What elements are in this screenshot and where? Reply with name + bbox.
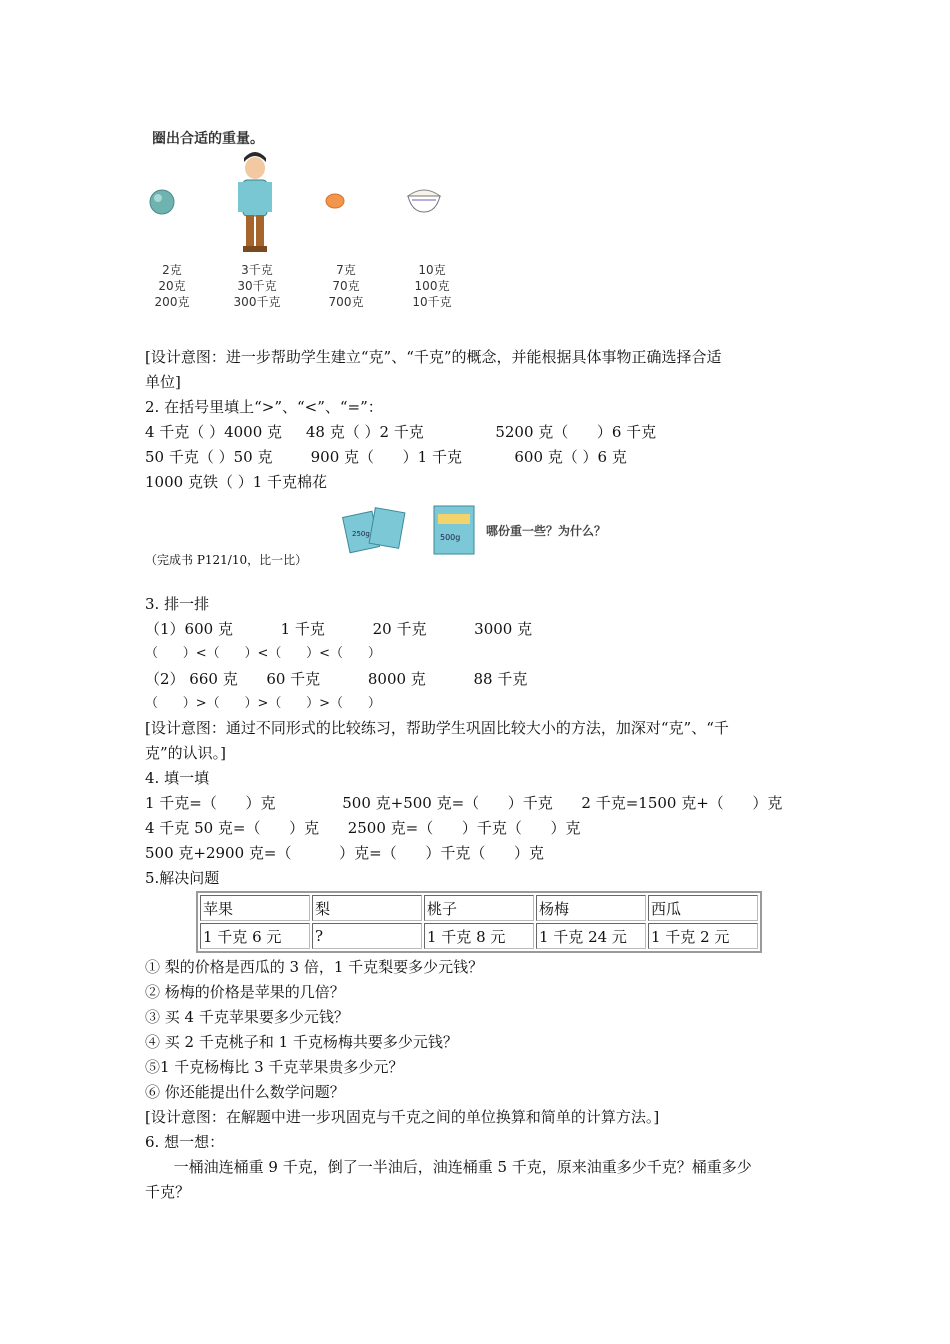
table-row [200,895,758,921]
q5-e: ⑤1 千克杨梅比 3 千克苹果贵多少元？ [145,1058,404,1076]
q2-title: 2. 在括号里填上“>”、“<”、“=”： [145,398,383,416]
option[interactable]: 7克 [336,263,356,277]
table-header-cell: 西瓜 [648,895,758,921]
table-cell: 1 千克 8 元 [424,923,534,949]
ball-icon [150,190,174,214]
table-cell: ? [312,923,422,949]
q2-row2: 50 千克（ ）50 克 900 克（ ）1 千克 600 克（ ）6 克 [145,448,627,466]
table-cell: 1 千克 24 元 [536,923,646,949]
q4-row3: 500 克+2900 克=（ ）克=（ ）千克（ ）克 [145,844,544,862]
q4-title: 4. 填一填 [145,769,210,787]
cotton-bag-icon [434,506,474,554]
feather-bag-icon [343,508,405,553]
option[interactable]: 700克 [328,295,364,309]
options-rice [406,262,458,310]
q5-c: ③ 买 4 千克苹果要多少元钱？ [145,1008,349,1026]
option[interactable]: 300千克 [233,295,281,309]
design-intent-2a: [设计意图：通过不同形式的比较练习，帮助学生巩固比较大小的方法，加深对“克”、“千 [145,719,729,737]
option[interactable]: 70克 [332,279,360,293]
option[interactable]: 30千克 [237,279,277,293]
weights-illustration [0,0,950,340]
q3-title: 3. 排一排 [145,595,210,613]
image-title: 圈出合适的重量。 [152,131,264,147]
q5-f: ⑥ 你还能提出什么数学问题？ [145,1083,345,1101]
q5-title: 5.解决问题 [145,869,220,887]
table-header-cell: 苹果 [200,895,310,921]
options-ball [150,262,194,310]
design-intent-1b: 单位] [145,373,181,391]
options-orange [324,262,368,310]
svg-text:250g: 250g [352,530,370,538]
q6-text-2: 千克？ [145,1183,191,1201]
q4-row2: 4 千克 50 克=（ ）克 2500 克=（ ）千克（ ）克 [145,819,581,837]
q3-row3: （2） 660 克 60 千克 8000 克 88 千克 [145,670,528,688]
q2-row3: 1000 克铁（ ）1 千克棉花 [145,473,328,491]
design-intent-2b: 克”的认识。] [145,744,227,762]
table-row [200,923,758,949]
q6-title: 6. 想一想： [145,1133,225,1151]
q3-row2: （ ）<（ ）<（ ）<（ ） [145,646,381,661]
bags-illustration [0,500,950,560]
fruit-price-table [196,891,762,953]
option[interactable]: 200克 [154,295,190,309]
q5-d: ④ 买 2 千克桃子和 1 千克杨梅共要多少元钱？ [145,1033,458,1051]
q6-text-1: 一桶油连桶重 9 千克，倒了一半油后，油连桶重 5 千克，原来油重多少千克？桶重多少 [145,1158,752,1176]
q2-note: （完成书 P121/10，比一比） [145,553,308,567]
q2-row1: 4 千克（ ）4000 克 48 克（ ）2 千克 5200 克（ ）6 千克 [145,423,657,441]
option[interactable]: 20克 [158,279,186,293]
option[interactable]: 2克 [162,263,182,277]
table-header-cell: 梨 [312,895,422,921]
design-intent-1a: [设计意图：进一步帮助学生建立“克”、“千克”的概念，并能根据具体事物正确选择合适 [145,348,722,366]
options-boy [229,262,285,310]
q3-row4: （ ）>（ ）>（ ）>（ ） [145,696,381,711]
option[interactable]: 3千克 [241,263,273,277]
q5-a: ① 梨的价格是西瓜的 3 倍，1 千克梨要多少元钱？ [145,958,484,976]
table-cell: 1 千克 6 元 [200,923,310,949]
bags-question: 哪份重一些？为什么？ [486,524,607,538]
option[interactable]: 100克 [414,279,450,293]
q3-row1: （1）600 克 1 千克 20 千克 3000 克 [145,620,533,638]
table-cell: 1 千克 2 元 [648,923,758,949]
rice-bowl-icon [408,190,440,212]
design-intent-3: [设计意图：在解题中进一步巩固克与千克之间的单位换算和简单的计算方法。] [145,1108,660,1126]
orange-icon [326,194,344,208]
table-header-cell: 桃子 [424,895,534,921]
table-header-cell: 杨梅 [536,895,646,921]
q5-b: ② 杨梅的价格是苹果的几倍？ [145,983,345,1001]
svg-text:500g: 500g [440,533,461,542]
option[interactable]: 10千克 [412,295,452,309]
boy-icon [238,152,272,252]
q4-row1: 1 千克=（ ）克 500 克+500 克=（ ）千克 2 千克=1500 克+（ ）克 [145,794,783,812]
option[interactable]: 10克 [418,263,446,277]
